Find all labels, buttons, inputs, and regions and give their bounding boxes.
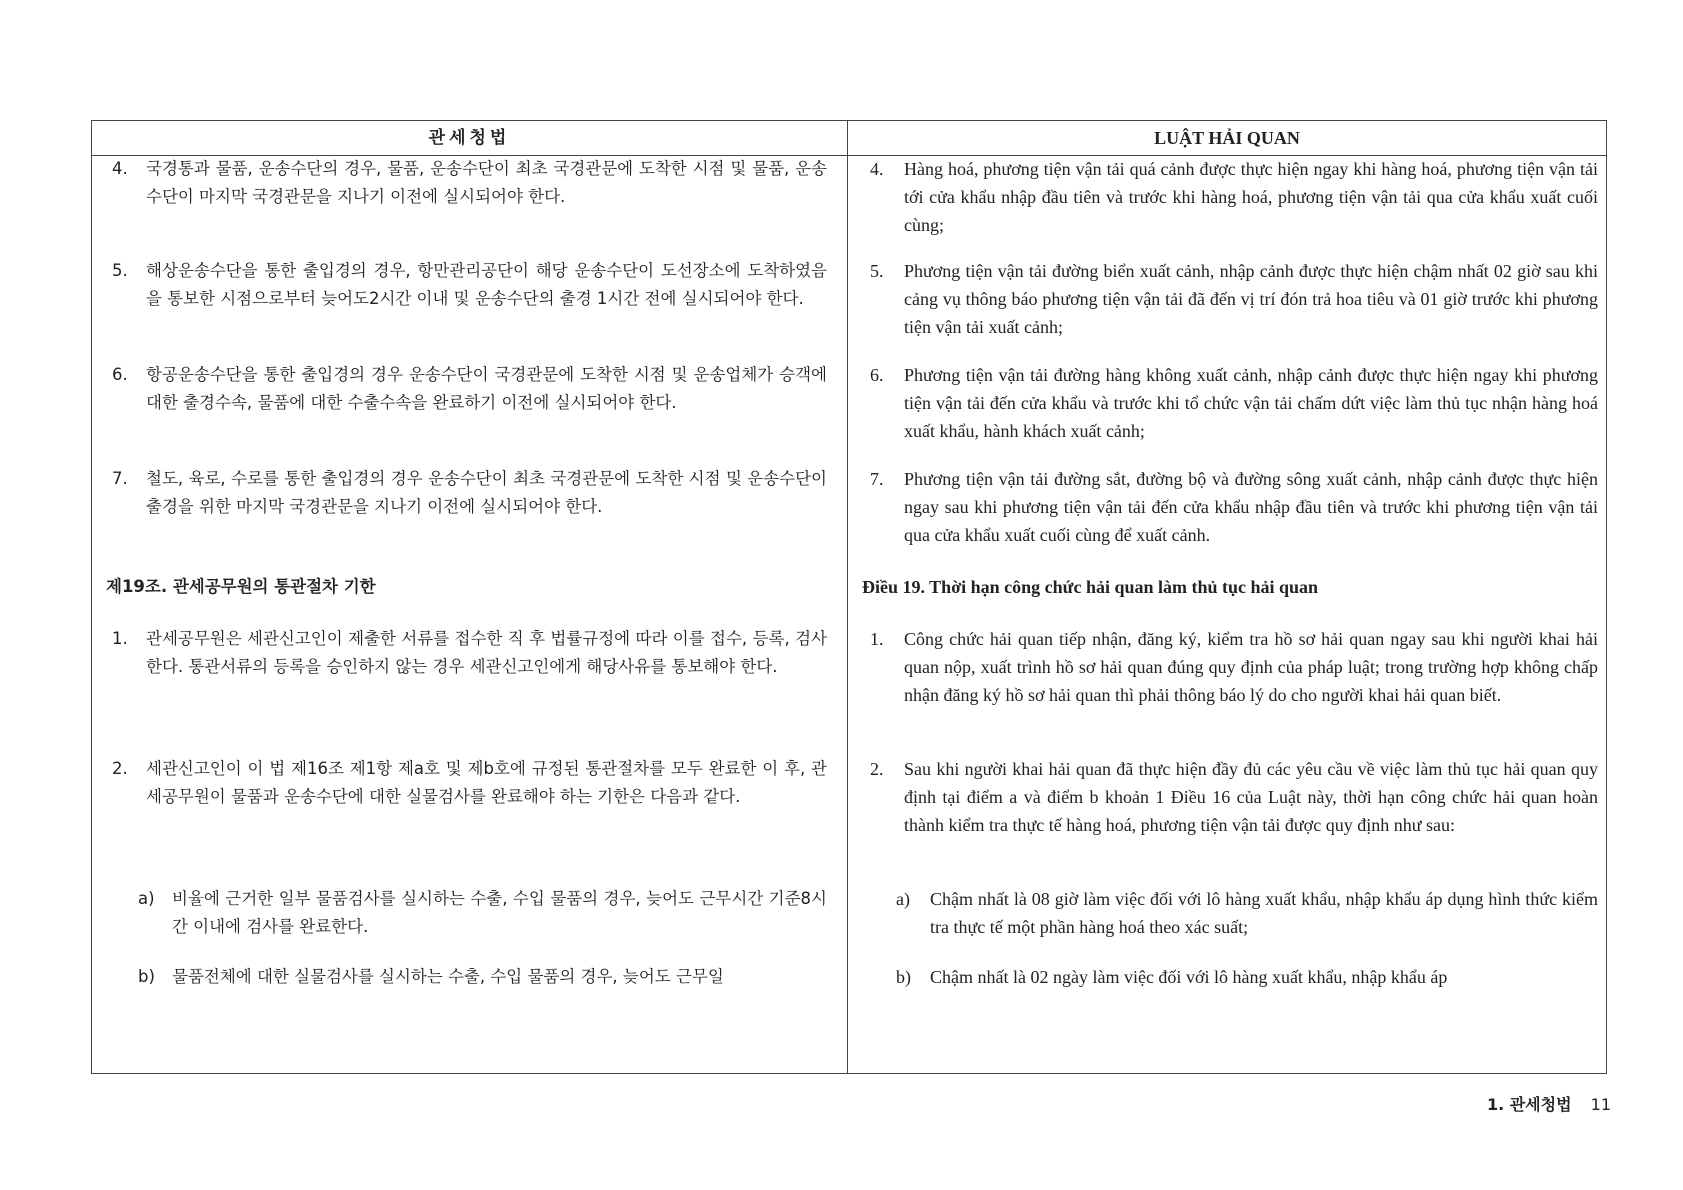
item-number: 6.: [870, 365, 884, 385]
korean-sub-item-b: [112, 963, 827, 991]
header-korean: 관세청법: [428, 128, 511, 148]
header-vietnamese: LUẬT HẢI QUAN: [1154, 128, 1300, 148]
korean-item-5: [112, 257, 827, 313]
item-text: 국경통과 물품, 운송수단의 경우, 물품, 운송수단이 최초 국경관문에 도착한 시점 및 물품, 운송수단이 마지막 국경관문을 지나기 이전에 실시되어야 한다.: [146, 159, 827, 206]
item-number: 7.: [870, 469, 884, 489]
item-number: 6.: [112, 365, 128, 384]
item-number: 4.: [112, 159, 128, 178]
item-text: Phương tiện vận tải đường biển xuất cảnh, nhập cảnh được thực hiện chậm nhất 02 giờ sau khi cảng vụ thông báo phương tiện vận tải đã đến vị trí đón trả hoa tiêu và 01 giờ trước khi phương tiện vận tải xuất cảnh;: [904, 261, 1598, 337]
item-text: 철도, 육로, 수로를 통한 출입경의 경우 운송수단이 최초 국경관문에 도착한 시점 및 운송수단이 출경을 위한 마지막 국경관문을 지나기 이전에 실시되어야 한다.: [146, 469, 827, 516]
item-text: 세관신고인이 이 법 제16조 제1항 제a호 및 제b호에 규정된 통관절차를 모두 완료한 이 후, 관세공무원이 물품과 운송수단에 대한 실물검사를 완료해야 하는 기한은 다음과 같다.: [146, 759, 827, 806]
item-number: 1.: [112, 629, 128, 648]
item-number: b): [138, 967, 155, 986]
vietnamese-article-title: Điều 19. Thời hạn công chức hải quan làm thủ tục hải quan: [862, 577, 1319, 597]
item-number: 4.: [870, 159, 884, 179]
vietnamese-item-6: [870, 361, 1598, 445]
item-text: Phương tiện vận tải đường sắt, đường bộ và đường sông xuất cảnh, nhập cảnh được thực hiện ngay sau khi phương tiện vận tải đến cửa khẩu nhập đầu tiên và trước khi phương tiện vận tải qua cửa khẩu xuất cuối cùng để xuất cảnh.: [904, 469, 1598, 545]
item-number: 2.: [870, 759, 884, 779]
item-text: Sau khi người khai hải quan đã thực hiện đầy đủ các yêu cầu về việc làm thủ tục hải quan quy định tại điểm a và điểm b khoản 1 Điều 16 của Luật này, thời hạn công chức hải quan hoàn thành kiểm tra thực tế hàng hoá, phương tiện vận tải được quy định như sau:: [904, 759, 1598, 835]
korean-item-6: [112, 361, 827, 417]
item-text: 해상운송수단을 통한 출입경의 경우, 항만관리공단이 해당 운송수단이 도선장소에 도착하였음을 통보한 시점으로부터 늦어도2시간 이내 및 운송수단의 출경 1시간 전에 실시되어야 한다.: [146, 261, 827, 308]
item-text: Công chức hải quan tiếp nhận, đăng ký, kiểm tra hồ sơ hải quan ngay sau khi người khai hải quan nộp, xuất trình hồ sơ hải quan đúng quy định của pháp luật; trong trường hợp không chấp nhận đăng ký hồ sơ hải quan thì phải thông báo lý do cho người khai hải quan biết.: [904, 629, 1598, 705]
vietnamese-article-item-2: [870, 755, 1598, 839]
item-number: 1.: [870, 629, 884, 649]
item-text: 물품전체에 대한 실물검사를 실시하는 수출, 수입 물품의 경우, 늦어도 근무일: [172, 967, 724, 986]
item-text: Hàng hoá, phương tiện vận tải quá cảnh được thực hiện ngay khi hàng hoá, phương tiện vận tải tới cửa khẩu nhập đầu tiên và trước khi hàng hoá, phương tiện vận tải qua cửa khẩu xuất cuối cùng;: [904, 159, 1598, 235]
item-text: 관세공무원은 세관신고인이 제출한 서류를 접수한 직 후 법률규정에 따라 이를 접수, 등록, 검사한다. 통관서류의 등록을 승인하지 않는 경우 세관신고인에게 해당사유를 통보해야 한다.: [146, 629, 827, 676]
item-text: Chậm nhất là 02 ngày làm việc đối với lô hàng xuất khẩu, nhập khẩu áp: [930, 967, 1448, 987]
page-footer: [1487, 1092, 1611, 1115]
item-number: 2.: [112, 759, 128, 778]
vietnamese-article-item-1: [870, 625, 1598, 709]
vietnamese-sub-item-a: [870, 885, 1598, 941]
korean-item-7: [112, 465, 827, 521]
korean-article-title: 제19조. 관세공무원의 통관절차 기한: [106, 577, 376, 596]
table-header-row: [92, 121, 1606, 156]
item-text: Phương tiện vận tải đường hàng không xuất cảnh, nhập cảnh được thực hiện ngay khi phương tiện vận tải đến cửa khẩu và trước khi tổ chức vận tải chấm dứt việc làm thủ tục nhận hàng hoá xuất khẩu, hành khách xuất cảnh;: [904, 365, 1598, 441]
item-text: 항공운송수단을 통한 출입경의 경우 운송수단이 국경관문에 도착한 시점 및 운송업체가 승객에 대한 출경수속, 물품에 대한 수출수속을 완료하기 이전에 실시되어야 한다.: [146, 365, 827, 412]
page-number: 11: [1590, 1095, 1611, 1114]
vietnamese-item-4: [870, 155, 1598, 239]
korean-article-item-2: [112, 755, 827, 811]
vietnamese-item-7: [870, 465, 1598, 549]
item-number: b): [896, 967, 911, 987]
korean-article-item-1: [112, 625, 827, 681]
bilingual-law-table: [91, 120, 1607, 1074]
item-text: Chậm nhất là 08 giờ làm việc đối với lô hàng xuất khẩu, nhập khẩu áp dụng hình thức kiểm tra thực tế một phần hàng hoá theo xác suất;: [930, 889, 1598, 937]
column-divider: [847, 121, 848, 1073]
item-number: 7.: [112, 469, 128, 488]
korean-sub-item-a: [112, 885, 827, 941]
item-number: a): [138, 889, 155, 908]
vietnamese-sub-item-b: [870, 963, 1598, 991]
item-number: a): [896, 889, 910, 909]
item-text: 비율에 근거한 일부 물품검사를 실시하는 수출, 수입 물품의 경우, 늦어도 근무시간 기준8시간 이내에 검사를 완료한다.: [172, 889, 827, 936]
korean-item-4: [112, 155, 827, 211]
item-number: 5.: [870, 261, 884, 281]
footer-section-title: 1. 관세청법: [1486, 1095, 1572, 1114]
vietnamese-item-5: [870, 257, 1598, 341]
item-number: 5.: [112, 261, 128, 280]
